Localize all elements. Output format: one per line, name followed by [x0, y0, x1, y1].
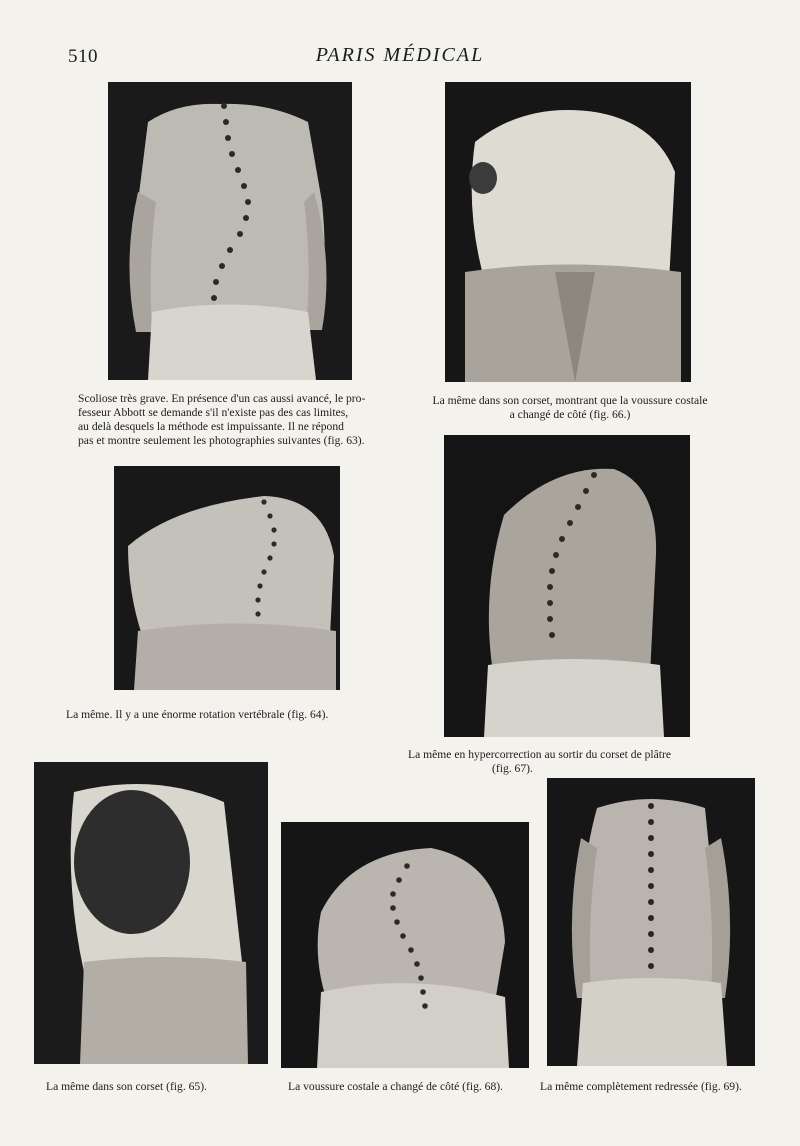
caption-fig-67 [408, 748, 738, 776]
photo-fig-64 [114, 466, 340, 690]
journal-title: PARIS MÉDICAL [315, 44, 485, 66]
photo-fig-65 [34, 762, 268, 1064]
caption-line: a changé de côté (fig. 66.) [509, 408, 631, 421]
caption-line: La même. Il y a une énorme rotation vertébrale (fig. 64). [66, 708, 329, 721]
caption-line: La même en hypercorrection au sortir du corset de plâtre [408, 748, 671, 761]
caption-fig-68 [288, 1080, 548, 1094]
caption-line: (fig. 67). [492, 762, 533, 775]
photo-fig-67 [444, 435, 690, 737]
caption-line: fesseur Abbott se demande s'il n'existe pas des cas limites, [78, 406, 349, 419]
caption-fig-69 [540, 1080, 770, 1094]
page-number: 510 [68, 46, 98, 67]
caption-line: La même dans son corset, montrant que la voussure costale [432, 394, 708, 407]
photo-fig-66 [445, 82, 691, 382]
caption-line: Scoliose très grave. En présence d'un cas aussi avancé, le pro- [78, 392, 366, 405]
caption-fig-64 [66, 708, 396, 722]
caption-fig-66 [405, 394, 735, 422]
photo-fig-68 [281, 822, 529, 1068]
caption-line: au delà desquels la méthode est impuissante. Il ne répond [78, 420, 344, 433]
photo-fig-69 [547, 778, 755, 1066]
caption-line: pas et montre seulement les photographies suivantes (fig. 63). [78, 434, 365, 447]
caption-fig-63 [78, 392, 388, 448]
caption-line: La même complètement redressée (fig. 69). [540, 1080, 742, 1093]
caption-line: La voussure costale a changé de côté (fig. 68). [288, 1080, 504, 1093]
caption-fig-65 [46, 1080, 276, 1094]
caption-line: La même dans son corset (fig. 65). [46, 1080, 207, 1093]
photo-fig-63 [108, 82, 352, 380]
